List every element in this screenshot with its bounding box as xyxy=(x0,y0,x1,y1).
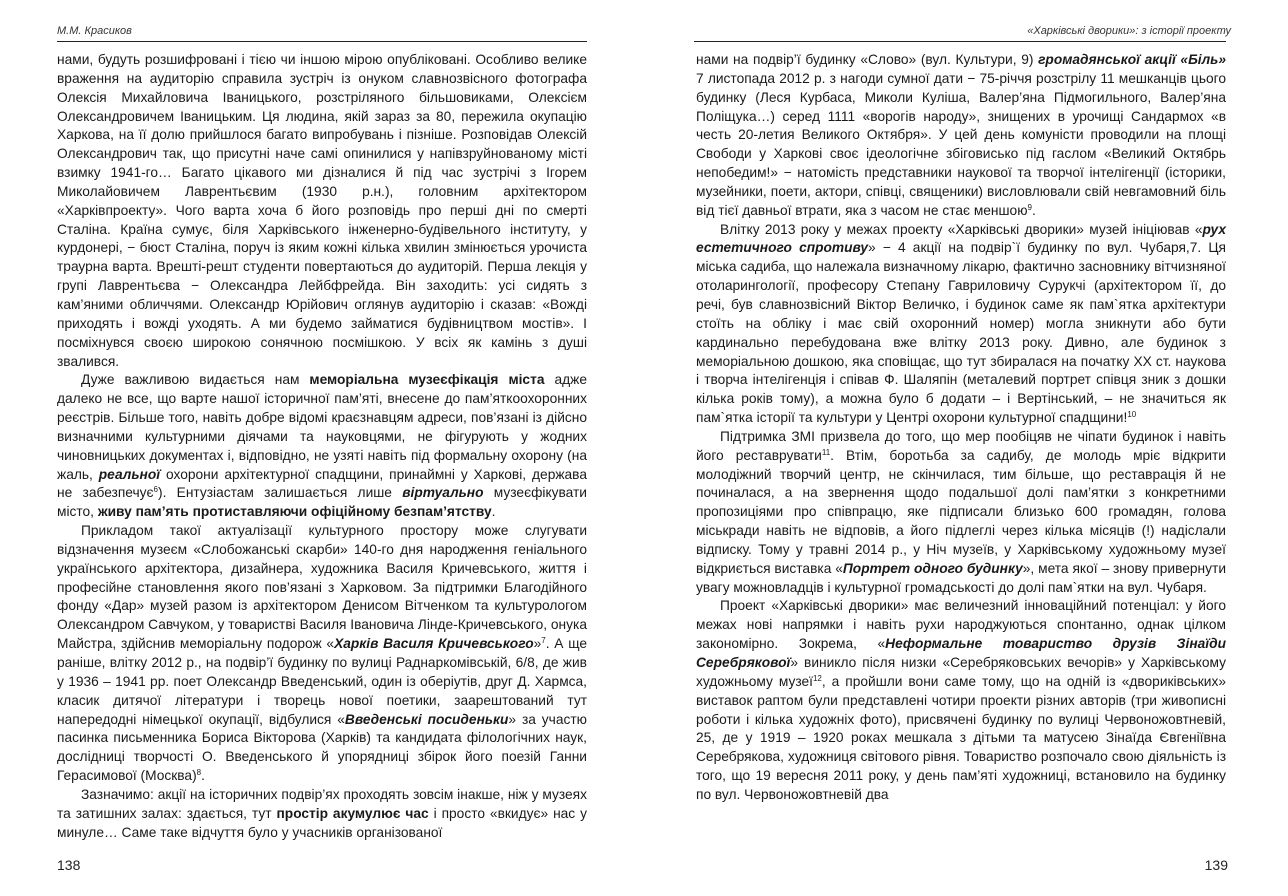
header-rule-left xyxy=(57,41,587,42)
emphasis-bold: меморіальна музеєфікація міста xyxy=(309,372,545,388)
paragraph xyxy=(696,221,1226,428)
text: ). Ентузіастам залишається лише xyxy=(157,485,403,501)
text: . xyxy=(1031,202,1036,218)
right-page xyxy=(644,0,1288,896)
text: Влітку 2013 року у межах проекту «Харківські дворики» музей ініціював « xyxy=(720,221,1203,237)
text: музеєфікувати місто, xyxy=(57,485,587,520)
emphasis-bold-italic: громадянської акції «Біль» xyxy=(1038,52,1226,67)
text: нами, будуть розшифровані і тією чи іншою мірою опубліковані. Особливо велике враження на аудиторію справила зустріч із онуком славнозвісного фотографа Олексія Михайловича Іваницького, розстріляного більшовиками, Олексієм Олександровичем Іваницьким. Ця людина, якій зараз за 80, пережила окупацію Харкова, на її долю прийшлося багато випробувань і пізніше. Розповідав Олексій Олександрович так, що присутні наче самі опинилися у напівзруйнованому місті взимку 1941-го… Багато цікавого ми дізналися й під час зустрічі з Ігорем Миколайовичем Лаврентьєвим (1930 р.н.), головним архітектором «Харківпроекту». Чого варта хоча б його розповідь про перші дні по смерті Сталіна. Країна сумує, біля Харківського інженерно-будівельного інституту, у курдонері, − бюст Сталіна, поруч із яким кожні кілька хвилин змінюється урочиста траурна варта. Врешті-решт студенти повертаються до аудиторій. Перша лекція у групі Лаврентьєва − Олександра Лейбфрейда. Він заходить: усі сидять з кам’яними обличчями. Олександр Юрійович оглянув аудиторію і сказав: «Вожді приходять і вожді уходять. А ми будемо займатися будівництвом мостів». І посміхнувся своєю широкою сонячною посмішкою. У всіх як камінь з душі звалився. xyxy=(57,52,587,369)
left-page-body xyxy=(57,51,587,842)
footnote-ref: 8 xyxy=(196,768,202,778)
text: , а пройшли вони саме тому, що на одній із «двориківських» виставок раптом були представлені чотири проекти різних авторів (три живописні роботи і кілька художніх фото), присвячені будинку по вулиці Червоножовтневій, 25, де у 1919 – 1920 роках мешкала з дітьми та матусею Зінаїда Євгеніївна Серебрякова, художниця світового рівня. Товариство розпочало свою діяльність із того, що 19 вересня 2011 року, у день пам’яті художниці, встановило на будинку по вул. Червоножовтневій два xyxy=(696,673,1226,802)
text: . xyxy=(491,504,496,520)
footnote-ref: 9 xyxy=(1027,202,1032,212)
footnote-ref: 6 xyxy=(153,485,158,495)
paragraph xyxy=(696,51,1226,221)
emphasis-bold-italic: Неформальне товариство друзів Зінаїди Серебрякової xyxy=(696,636,1227,670)
emphasis-bold-italic: віртуально xyxy=(402,485,484,501)
text: Дуже важливою видається нам xyxy=(81,372,310,388)
paragraph xyxy=(57,371,587,522)
text: . xyxy=(201,768,205,784)
text: Підтримка ЗМІ призвела до того, що мер пообіцяв не чіпати будинок і навіть його реставрувати xyxy=(696,428,1226,463)
emphasis-bold-italic: Портрет одного будинку xyxy=(842,560,1023,576)
text: » за участю пасинка письменника Бориса Вікторова (Харків) та кандидата філологічних наук, дослідниці творчості О. Введенського й упорядниці збірок його поезій Ганни Герасимової (Москва) xyxy=(57,711,587,784)
paragraph xyxy=(57,786,587,843)
right-page-body xyxy=(696,51,1226,805)
paragraph xyxy=(57,51,587,371)
page-number-right: 139 xyxy=(1204,857,1228,873)
header-rule-right xyxy=(694,41,1226,42)
emphasis-bold-italic: Введенські посиденьки xyxy=(344,711,509,727)
text: », мета якої – знову привернути увагу можновладців і культурної громадськості до долі пам`ятки на вул. Чубаря. xyxy=(696,560,1226,595)
text: і просто «вкидує» нас у минуле… Саме таке відчуття було у учасників організованої xyxy=(57,805,587,840)
paragraph xyxy=(696,597,1226,804)
page-number-left: 138 xyxy=(57,857,81,873)
emphasis-bold-italic: Харків Василя Кричевського xyxy=(334,636,534,652)
text: Проект «Харківські дворики» має величезний інноваційний потенціал: у його межах нові напрямки і навіть рухи народжуються спонтанно, однак цілком закономірно. Зокрема, « xyxy=(696,598,1226,652)
footnote-ref: 10 xyxy=(1127,410,1137,420)
emphasis-bold: простір акумулює час xyxy=(276,805,429,821)
text: Зазначимо: акції на історичних подвір’ях проходять зовсім інакше, ніж у музеях та затишних залах: здається, тут xyxy=(57,786,587,821)
emphasis-bold-italic: рух естетичного спротиву xyxy=(696,221,1226,256)
footnote-ref: 12 xyxy=(812,673,822,683)
running-head-left: М.М. Красиков xyxy=(57,25,132,37)
footnote-ref: 11 xyxy=(821,447,831,457)
emphasis-bold: живу пам’ять протиставляючи офіційному безпам’ятству xyxy=(97,504,492,520)
text: » − 4 акції на подвір`ї будинку по вул. Чубаря,7. Ця міська садиба, що належала визначному лікарю, фактично засновнику вітчизняної отоларингології, професору Степану Гавриловичу Сурукчі (архітектором її, до речі, був славнозвісний Віктор Величко, і будинок саме як пам`ятка архітектури стоїть на обліку і має свій охоронний номер) могла зникнути або бути кардинально перебудована вже влітку 2013 року. Дивно, але будинок з меморіальною дошкою, яка сповіщає, що тут збиралася на початку ХХ ст. наукова і творча інтелігенція і співав Ф. Шаляпін (металевий портрет співця зник з дошки кілька років тому), а можна було б додати – і Вертінський, – не значиться як пам`ятка історії та культури у Центрі охорони культурної спадщини! xyxy=(696,240,1226,426)
footnote-ref: 7 xyxy=(541,636,546,646)
text: » виникло після низки «Серебряковських вечорів» у Харківському художньому музеї xyxy=(696,655,1226,689)
text: » xyxy=(533,636,542,652)
text: . А ще раніше, влітку 2012 р., на подвір’ї будинку по вулиці Раднаркомівській, 6/8, де жив у 1936 – 1941 рр. поет Олександр Введенський, один із оберіутів, друг Д. Хармса, класик дитячої літератури і творець нової поетики, заарештований тут напередодні німецької окупації, відбулися « xyxy=(57,636,588,727)
text: 7 листопада 2012 р. з нагоди сумної дати − 75-річчя розстрілу 11 мешканців цього будинку (Леся Курбаса, Миколи Куліша, Валер’яна Підмогильного, Валер’яна Поліщука…) серед 1111 «ворогів народу», знищених в урочищі Сандармох «в честь 20-летия Великого Октября». У цей день комуністи проводили на площі Свободи у Харкові своє ідеологічне збіговисько під гаслом «Великий Октябрь непобедим!» − натомість представники наукової та творчої інтелігенції (історики, музейники, поети, актори, співці, священики) висловлювали свій невгамовний біль від тієї давньої втрати, яка з часом не стає меншою xyxy=(696,70,1226,218)
text: нами на подвір’ї будинку «Слово» (вул. Культури, 9) xyxy=(696,52,1039,67)
text: адже далеко не все, що варте нашої історичної пам’яті, внесене до пам’яткоохоронних реєстрів. Більше того, навіть добре відомі краєзнавцям адреси, пов’язані із дійсно визначними культурними діячами та науковцями, не фігурують у жодних чиновницьких документах і, відповідно, не узяті навіть під формальну охорону (на жаль, xyxy=(57,372,587,482)
text: Прикладом такої актуалізації культурного простору може слугувати відзначення музеєм «Слобожанські скарби» 140-го дня народження геніального українського архітектора, дизайнера, художника Василя Кричевського, життя і професійне становлення якого пов’язані з Харковом. За підтримки Благодійного фонду «Дар» музей разом із архітектором Денисом Вітченком та культурологом Олександром Савчуком, у товаристві Василя Івановича Лінде-Кричевського, онука Майстра, здійснив меморіальну подорож « xyxy=(57,523,587,652)
paragraph xyxy=(696,428,1226,598)
text: . Втім, боротьба за садибу, де молодь мріє відкрити молодіжний творчий центр, не скінчилася, тим більше, що реставрація й не починалася, а на звернення щодо подальшої долі пам’ятки з конкретними пропозиціями про співпрацю, яке підписали близько 600 громадян, голова міськради навіть не відповів, а його підлеглі через кілька місяців (!) надіслали відписку. Тому у травні 2014 р., у Ніч музеїв, у Харківському художньому музеї відкриється виставка « xyxy=(696,447,1226,576)
text: охорони архітектурної спадщини, принаймні у Харкові, держава не забезпечує xyxy=(57,466,587,501)
paragraph xyxy=(57,522,587,786)
emphasis-bold-italic: реальної xyxy=(98,466,161,482)
running-head-right: «Харківські дворики»: з історії проекту xyxy=(1027,25,1231,37)
